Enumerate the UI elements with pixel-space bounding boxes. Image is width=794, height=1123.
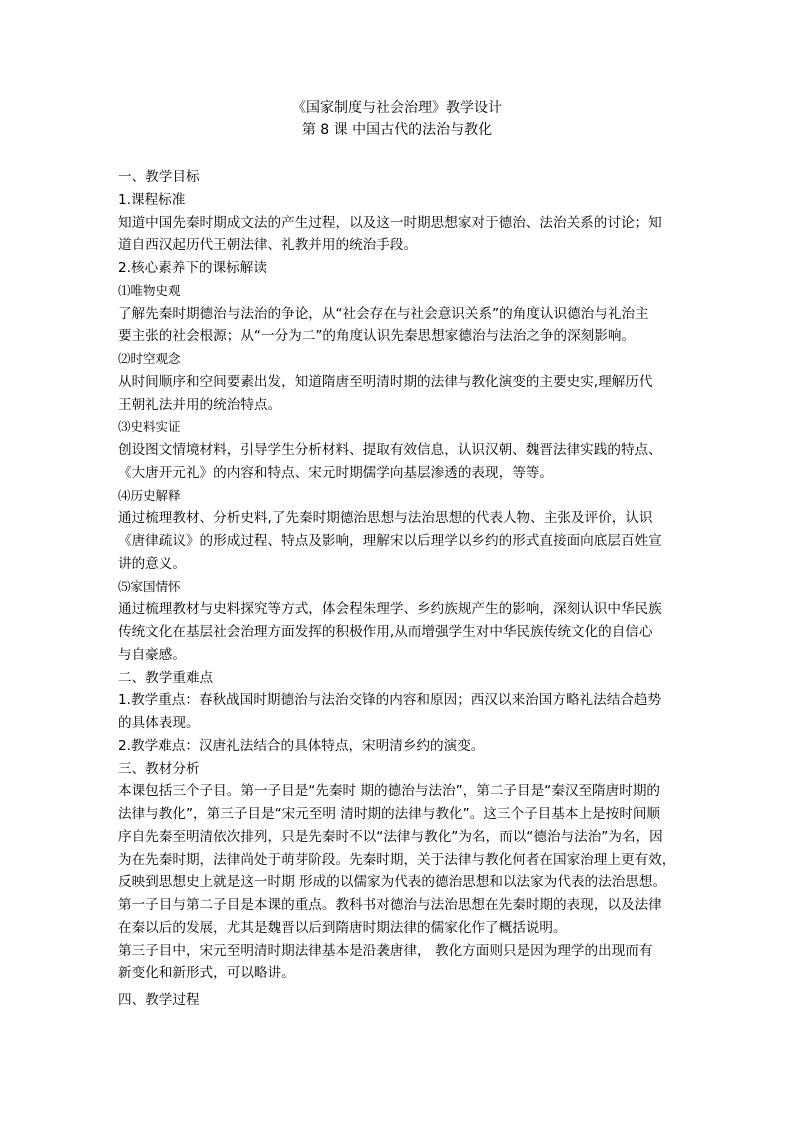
text-line: ⑴唯物史观 xyxy=(118,282,181,298)
text-line: 为在先秦时期，法律尚处于萌芽阶段。先秦时期，关于法律与教化何者在国家治理上更有效， xyxy=(118,851,676,868)
text-line: ⑵时空观念 xyxy=(118,351,181,366)
text-line: 1.教学重点：春秋战国时期德治与法治交锋的内容和原因；西汉以来治国方略礼法结合趋势 xyxy=(118,692,662,709)
document-title: 《国家制度与社会治理》教学设计 xyxy=(292,100,502,116)
text-line: 通过梳理教材与史料探究等方式，体会程朱理学、乡约族规产生的影响，深刻认识中华民族 xyxy=(118,601,662,618)
text-line: 1.课程标准 xyxy=(118,191,186,208)
lesson-subtitle: 第 8 课 中国古代的法治与教化 xyxy=(301,122,493,138)
text-line: 从时间顺序和空间要素出发，知道隋唐至明清时期的法律与教化演变的主要史实,理解历代 xyxy=(118,373,653,390)
text-line: 王朝礼法并用的统治特点。 xyxy=(118,396,282,413)
text-line: 第三子目中，宋元至明清时期法律基本是沿袭唐律， 教化方面则只是因为理学的出现而有 xyxy=(118,942,653,959)
text-line: 序自先秦至明清依次排列，只是先秦时不以“法律与教化”为名，而以“德治与法治”为名，因 xyxy=(118,828,663,845)
text-line: 讲的意义。 xyxy=(118,555,186,572)
text-line: 本课包括三个子目。第一子目是“先秦时 期的德治与法治”，第二子目是“秦汉至隋唐时期的 xyxy=(118,783,661,800)
text-line: 道自西汉起历代王朝法律、礼教并用的统治手段。 xyxy=(118,237,418,254)
section-heading: 四、教学过程 xyxy=(118,992,200,1008)
text-line: 2.核心素养下的课标解读 xyxy=(118,260,267,276)
text-line: 知道中国先秦时期成文法的产生过程，以及这一时期思想家对于德治、法治关系的讨论；知 xyxy=(118,214,662,231)
text-line: 通过梳理教材、分析史料,了先秦时期德治思想与法治思想的代表人物、主张及评价，认识 xyxy=(118,510,653,527)
text-line: 在秦以后的发展，尤其是魏晋以后到隋唐时期法律的儒家化作了概括说明。 xyxy=(118,919,567,936)
text-line: 的具体表现。 xyxy=(118,715,200,731)
text-line: 反映到思想史上就是这一时期 形成的以儒家为代表的德治思想和以法家为代表的法治思想。 xyxy=(118,874,667,891)
text-line: 了解先秦时期德治与法治的争论，从“社会存在与社会意识关系”的角度认识德治与礼治主 xyxy=(118,305,649,322)
text-line: ⑷历史解释 xyxy=(118,487,181,503)
text-line: 第一子目与第二子目是本课的重点。教科书对德治与法治思想在先秦时期的表现，以及法律 xyxy=(118,897,662,913)
document-body xyxy=(118,166,688,1012)
text-line: 传统文化在基层社会治理方面发挥的积极作用,从而增强学生对中华民族传统文化的自信心 xyxy=(118,624,653,640)
text-line: 新变化和新形式，可以略讲。 xyxy=(118,965,295,982)
text-line: ⑶史料实证 xyxy=(118,419,181,435)
text-line: 创设图文情境材料，引导学生分析材料、提取有效信息，认识汉朝、魏晋法律实践的特点、 xyxy=(118,442,662,458)
text-line: 要主张的社会根源；从“一分为二”的角度认识先秦思想家德治与法治之争的深刻影响。 xyxy=(118,328,636,345)
section-heading: 一、教学目标 xyxy=(118,169,200,185)
section-heading: 三、教材分析 xyxy=(118,760,200,777)
text-line: 《大唐开元礼》的内容和特点、宋元时期儒学向基层渗透的表现，等等。 xyxy=(118,464,553,481)
text-line: ⑸家国情怀 xyxy=(118,578,181,594)
text-line: 《唐律疏议》的形成过程、特点及影响，理解宋以后理学以乡约的形式直接面向底层百姓宣 xyxy=(118,533,662,549)
text-line: 与自豪感。 xyxy=(118,646,186,663)
text-line: 2.教学难点：汉唐礼法结合的具体特点，宋明清乡约的演变。 xyxy=(118,737,485,754)
text-line: 法律与教化”，第三子目是“宋元至明 清时期的法律与教化”。这三个子目基本上是按时间顺 xyxy=(118,806,661,822)
section-heading: 二、教学重难点 xyxy=(118,669,214,686)
